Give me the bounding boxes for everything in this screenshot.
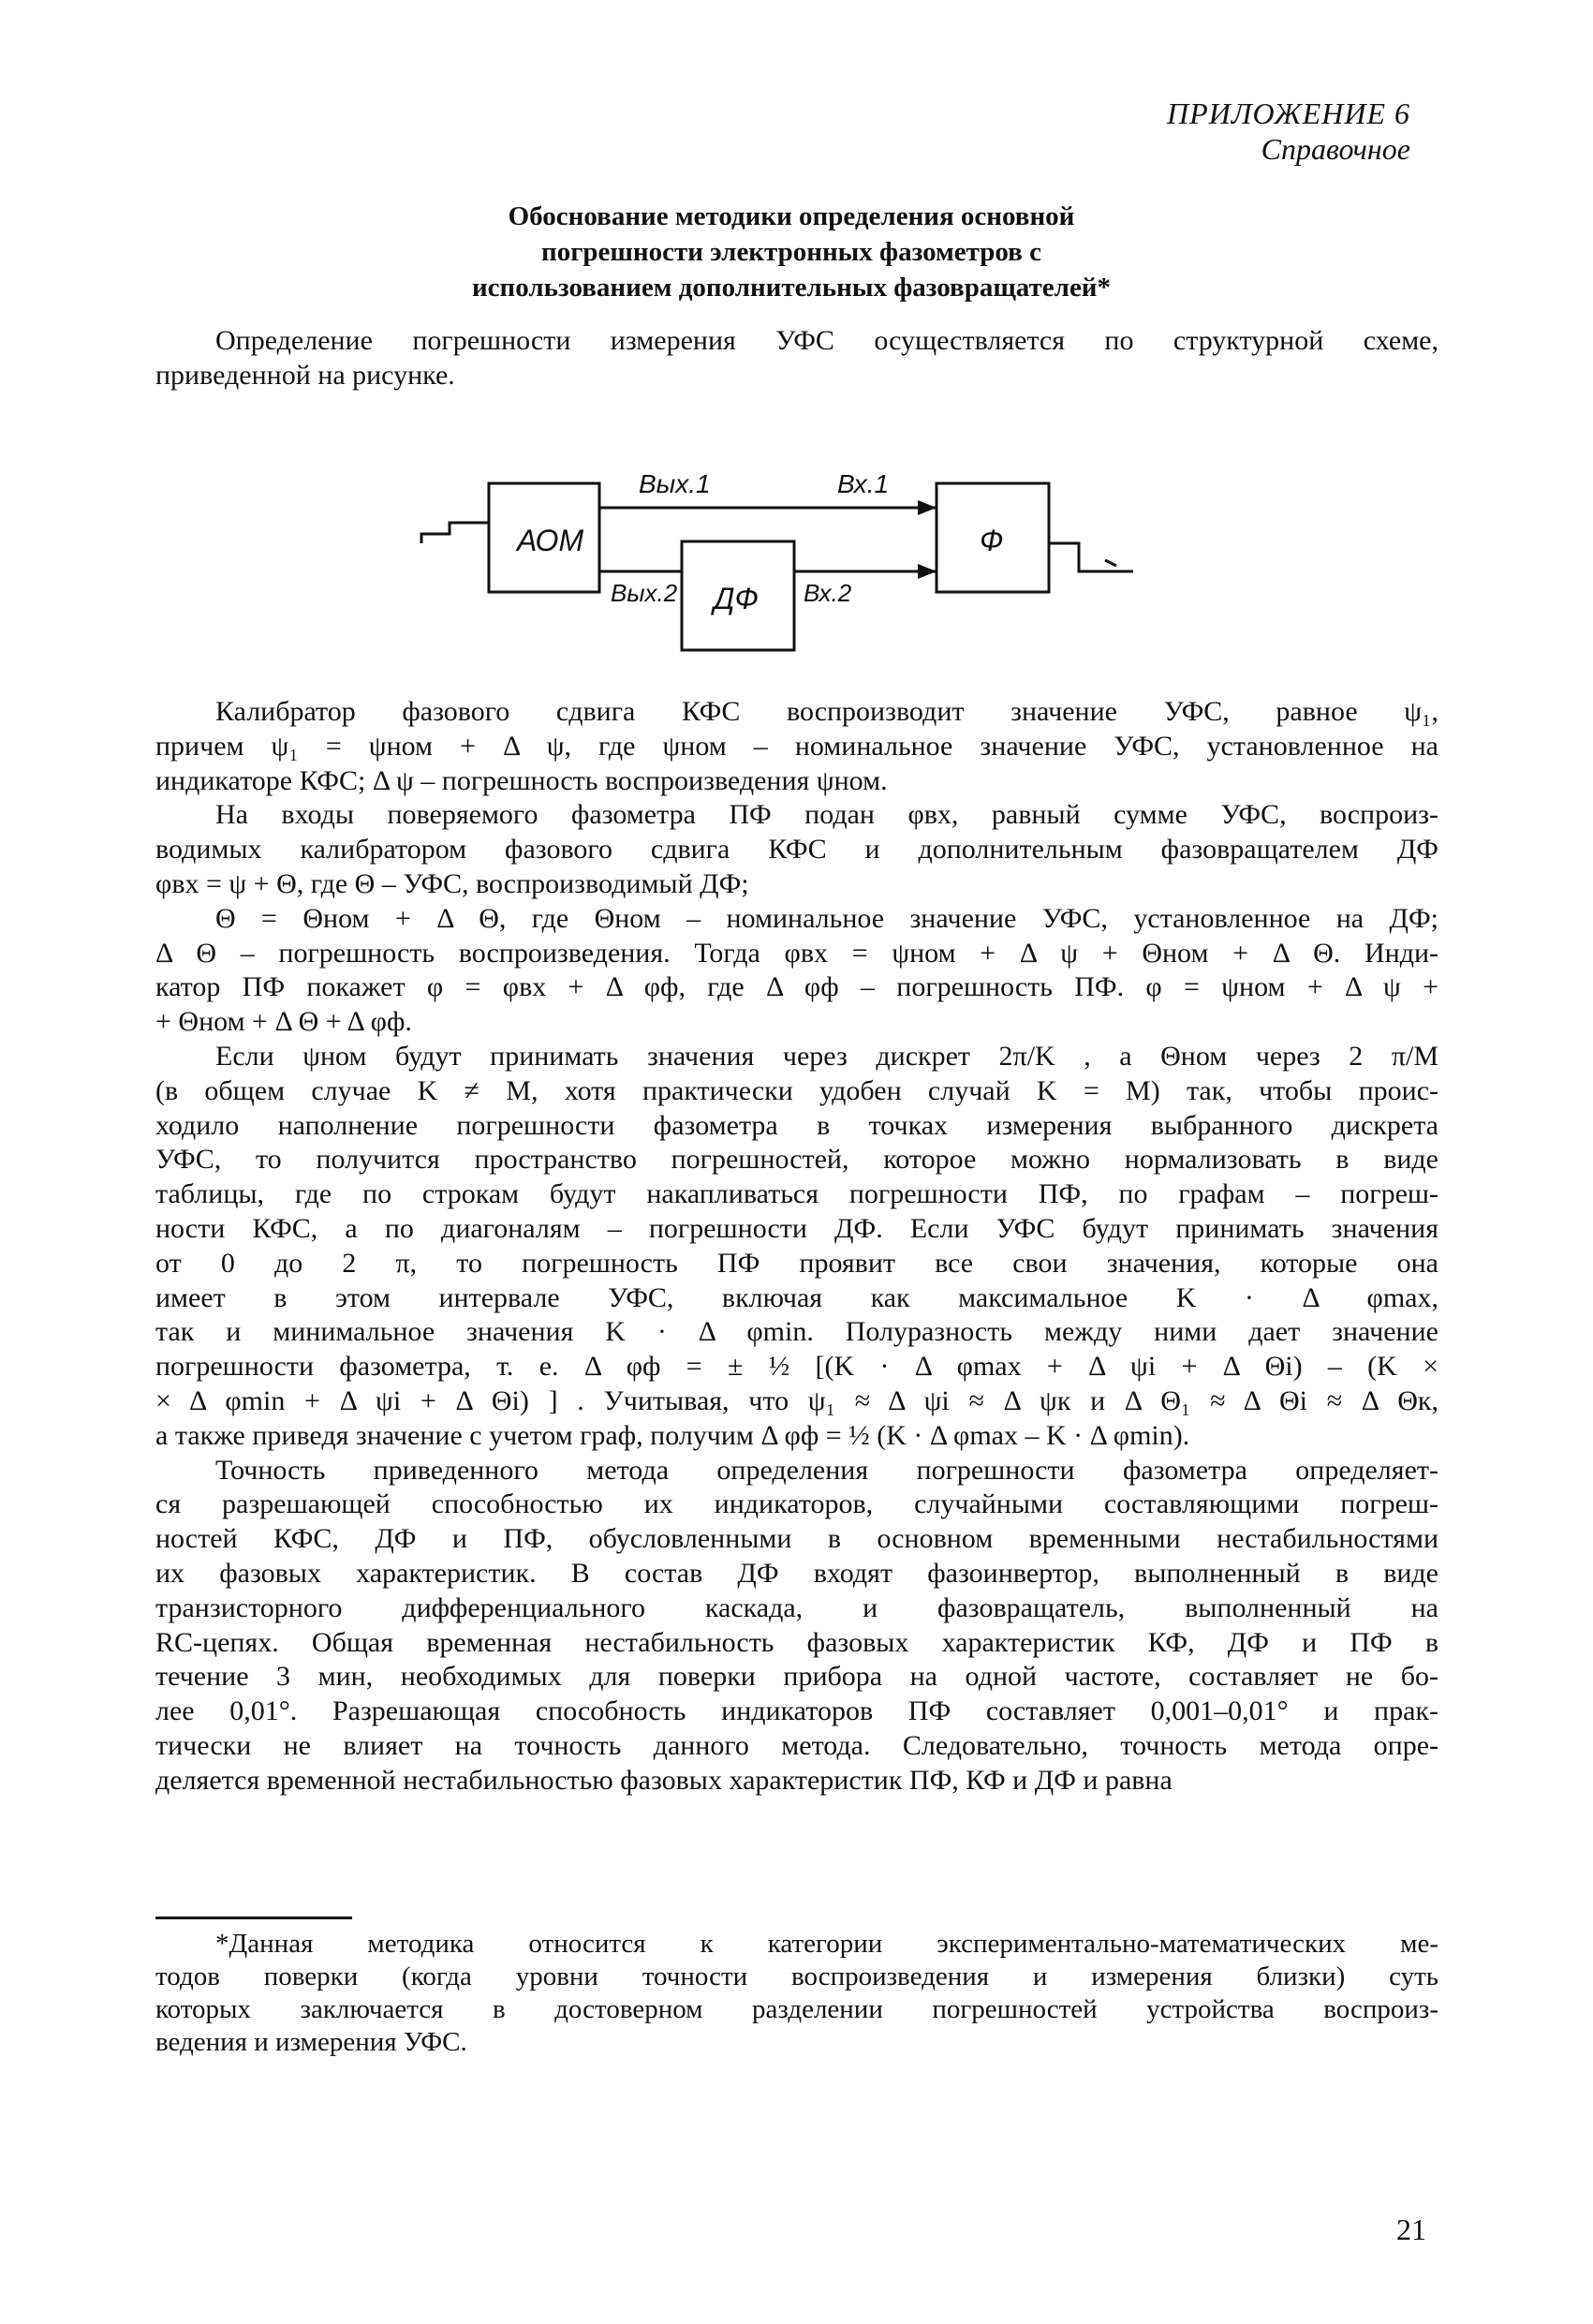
footnote-line: тодов поверки (когда уровни точности воспроизведения и измерения близки) суть [155, 1961, 1438, 1991]
appendix-header [1167, 96, 1410, 167]
text-line: Определение погрешности измерения УФС осуществляется по структурной схеме, [215, 325, 1438, 356]
text-line: таблицы, где по строкам будут накапливаться погрешности ПФ, по графам – погреш- [155, 1178, 1438, 1210]
text-line: ностей КФС, ДФ и ПФ, обусловленными в основном временными нестабильностями [155, 1523, 1438, 1555]
text-line: погрешности фазометра, т. е. Δ φф = ± ½ [(K · Δ φmax + Δ ψi + Δ Θi) – (K × [155, 1351, 1438, 1383]
text-line: лее 0,01°. Разрешающая способность индикаторов ПФ составляет 0,001–0,01° и прак- [155, 1695, 1438, 1727]
text-line: Θ = Θном + Δ Θ, где Θном – номинальное значение УФС, установленное на ДФ; [215, 902, 1438, 934]
footnote [155, 1928, 1438, 2059]
text-line: φвх = ψ + Θ, где Θ – УФС, воспроизводимый ДФ; [155, 867, 749, 899]
input-signal-line [421, 523, 489, 543]
text-line: тически не влияет на точность данного метода. Следовательно, точность метода опре- [155, 1729, 1438, 1761]
text-line: На входы поверяемого фазометра ПФ подан φвх, равный сумме УФС, воспроиз- [215, 799, 1438, 831]
text-line: а также приведя значение с учетом граф, получим Δ φф = ½ (K · Δ φmax – K · Δ φmin). [155, 1419, 1190, 1451]
in1-label: Вх.1 [837, 469, 890, 498]
text-line: транзисторного дифференциального каскада, и фазовращатель, выполненный на [155, 1591, 1438, 1623]
title-line: Обоснование методики определения основной [508, 201, 1075, 231]
arrow-icon [918, 564, 937, 579]
text-line: Точность приведенного метода определения погрешности фазометра определяет- [215, 1454, 1438, 1486]
appendix-number: ПРИЛОЖЕНИЕ 6 [1167, 96, 1410, 130]
df-label: ДФ [714, 582, 759, 615]
text-line: УФС, то получится пространство погрешностей, которое можно нормализовать в виде [155, 1144, 1438, 1176]
text-line: + Θном + Δ Θ + Δ φф. [155, 1006, 412, 1038]
aom-label: АОМ [517, 524, 584, 557]
output-signal-line [1049, 543, 1133, 571]
text-line: приведенной на рисунке. [155, 359, 455, 391]
text-line: водимых калибратором фазового сдвига КФС и дополнительным фазовращателем ДФ [155, 834, 1438, 866]
text-line: × Δ φmin + Δ ψi + Δ Θi) ] . Учитывая, что ψ₁ ≈ Δ ψi ≈ Δ ψк и Δ Θ₁ ≈ Δ Θi ≈ Δ Θк, [155, 1384, 1438, 1416]
text-line: (в общем случае K ≠ M, хотя практически удобен случай K = M) так, чтобы проис- [155, 1074, 1438, 1106]
text-line: их фазовых характеристик. В состав ДФ входят фазоинвертор, выполненный в виде [155, 1557, 1438, 1589]
text-line: ходило наполнение погрешности фазометра в точках измерения выбранного дискрета [155, 1109, 1438, 1141]
body-text [155, 695, 1438, 1799]
text-line: так и минимальное значения K · Δ φmin. Полуразность между ними дает значение [155, 1316, 1438, 1348]
text-line: деляется временной нестабильностью фазовых характеристик ПФ, КФ и ДФ и равна [155, 1764, 1173, 1796]
section-title [187, 199, 1395, 305]
text-line: причем ψ₁ = ψном + Δ ψ, где ψном – номинальное значение УФС, установленное на [155, 730, 1438, 762]
text-line: от 0 до 2 π, то погрешность ПФ проявит все свои значения, которые она [155, 1247, 1438, 1279]
text-line: индикаторе КФС; Δ ψ – погрешность воспроизведения ψном. [155, 764, 888, 796]
text-line: ности КФС, а по диагоналям – погрешности ДФ. Если УФС будут принимать значения [155, 1212, 1438, 1244]
page-number: 21 [1396, 2213, 1426, 2246]
text-line: ся разрешающей способностью их индикаторов, случайными составляющими погреш- [155, 1488, 1438, 1520]
text-line: Калибратор фазового сдвига КФС воспроизводит значение УФС, равное ψ₁, [215, 696, 1438, 727]
text-line: Если ψном будут принимать значения через дискрет 2π/K , а Θном через 2 π/M [215, 1040, 1438, 1072]
text-line: течение 3 мин, необходимых для поверки прибора на одной частоте, составляет не бо- [155, 1661, 1438, 1693]
title-line: использованием дополнительных фазовращателей* [471, 273, 1112, 303]
in2-label: Вх.2 [804, 579, 852, 607]
appendix-kind: Справочное [1261, 132, 1410, 166]
title-line: погрешности электронных фазометров с [541, 237, 1041, 267]
text-line: имеет в этом интервале УФС, включая как максимальное K · Δ φmax, [155, 1281, 1438, 1313]
intro-paragraph [155, 324, 1438, 393]
text-line: катор ПФ покажет φ = φвх + Δ φф, где Δ φф – погрешность ПФ. φ = ψном + Δ ψ + [155, 971, 1438, 1003]
f-label: Ф [980, 524, 1004, 557]
block-diagram [412, 450, 1180, 656]
footnote-line: ведения и измерения УФС. [155, 2027, 467, 2057]
arrow-icon [918, 500, 937, 515]
out1-label: Вых.1 [639, 469, 711, 498]
footnote-line: которых заключается в достоверном разделении погрешностей устройства воспроиз- [155, 1994, 1438, 2024]
footnote-rule [155, 1917, 352, 1919]
footnote-line: *Данная методика относится к категории экспериментально-математических ме- [215, 1929, 1438, 1959]
output-tick [1105, 560, 1116, 566]
text-line: Δ Θ – погрешность воспроизведения. Тогда φвх = ψном + Δ ψ + Θном + Δ Θ. Инди- [155, 937, 1438, 969]
out2-label: Вых.2 [611, 579, 678, 607]
text-line: RC-цепях. Общая временная нестабильность фазовых характеристик КФ, ДФ и ПФ в [155, 1626, 1438, 1658]
